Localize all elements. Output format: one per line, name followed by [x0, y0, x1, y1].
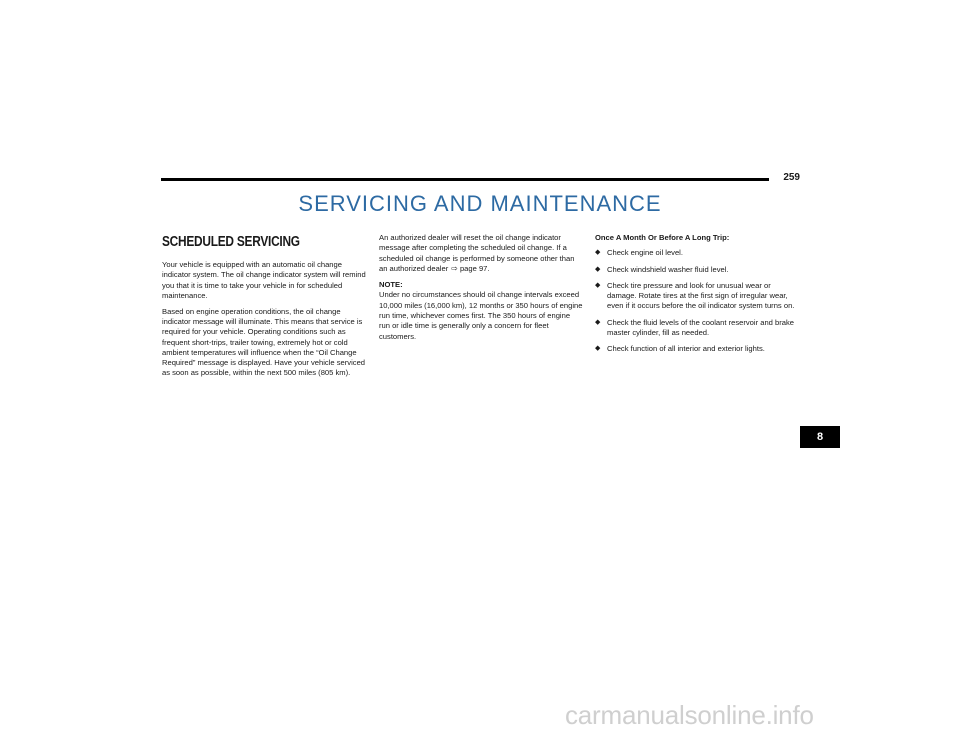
- list-item-text: Check engine oil level.: [607, 248, 683, 258]
- list-item-text: Check windshield washer fluid level.: [607, 264, 729, 274]
- column-middle: [379, 233, 583, 347]
- checklist-heading: Once A Month Or Before A Long Trip:: [595, 233, 730, 242]
- list-item: [595, 265, 800, 275]
- diamond-bullet-icon: ◆: [595, 265, 601, 273]
- header-rule: [161, 178, 769, 181]
- page-reference-link[interactable]: page 97.: [459, 263, 490, 273]
- section-heading: SCHEDULED SERVICING: [162, 234, 300, 250]
- page-number: 259: [783, 172, 800, 183]
- chapter-tab: 8: [800, 426, 840, 448]
- list-item: [595, 344, 800, 354]
- diamond-bullet-icon: ◆: [595, 318, 601, 326]
- paragraph-oil-indicator-intro: Your vehicle is equipped with an automatic oil change indicator system. The oil change indicator system will remind you that it is time to take your vehicle in for scheduled maintenance.: [162, 260, 366, 300]
- diamond-bullet-icon: ◆: [595, 345, 601, 353]
- note-text: Under no circumstances should oil change intervals exceed 10,000 miles (16,000 km), 12 months or 350 hours of engine run time, whichever comes first. The 350 hours of engine run or idle time is generally only a concern for fleet customers.: [379, 290, 583, 341]
- list-item: [595, 318, 800, 339]
- list-item: [595, 281, 800, 312]
- paragraph-dealer-reset: [379, 233, 583, 274]
- diamond-bullet-icon: ◆: [595, 249, 601, 257]
- page-reference-arrow-icon: ⇨: [451, 263, 458, 273]
- maintenance-checklist: [595, 248, 800, 354]
- dealer-reset-text: An authorized dealer will reset the oil change indicator message after completing the scheduled oil change. If a scheduled oil change is performed by someone other than an authorized dealer: [379, 233, 575, 273]
- list-item: [595, 248, 800, 258]
- column-right: [595, 233, 800, 361]
- list-item-text: Check the fluid levels of the coolant reservoir and brake master cylinder, fill as needed.: [607, 317, 794, 338]
- diamond-bullet-icon: ◆: [595, 281, 601, 289]
- chapter-title: SERVICING AND MAINTENANCE: [298, 191, 662, 216]
- note-heading: NOTE:: [379, 280, 403, 290]
- watermark: carmanualsonline.info: [565, 700, 814, 730]
- paragraph-operating-conditions: Based on engine operation conditions, the oil change indicator message will illuminate. This means that service is required for your vehicle. Operating conditions such as frequent short-trips, trailer towing, extremely hot or cold ambient temperatures will influence when the “Oil Change Required” message is displayed. Have your vehicle serviced as soon as possible, within the next 500 miles (805 km).: [162, 306, 366, 378]
- list-item-text: Check function of all interior and exterior lights.: [607, 344, 765, 354]
- column-left: [162, 233, 369, 384]
- list-item-text: Check tire pressure and look for unusual wear or damage. Rotate tires at the first sign of irregular wear, even if it occurs before the oil indicator system turns on.: [607, 280, 795, 311]
